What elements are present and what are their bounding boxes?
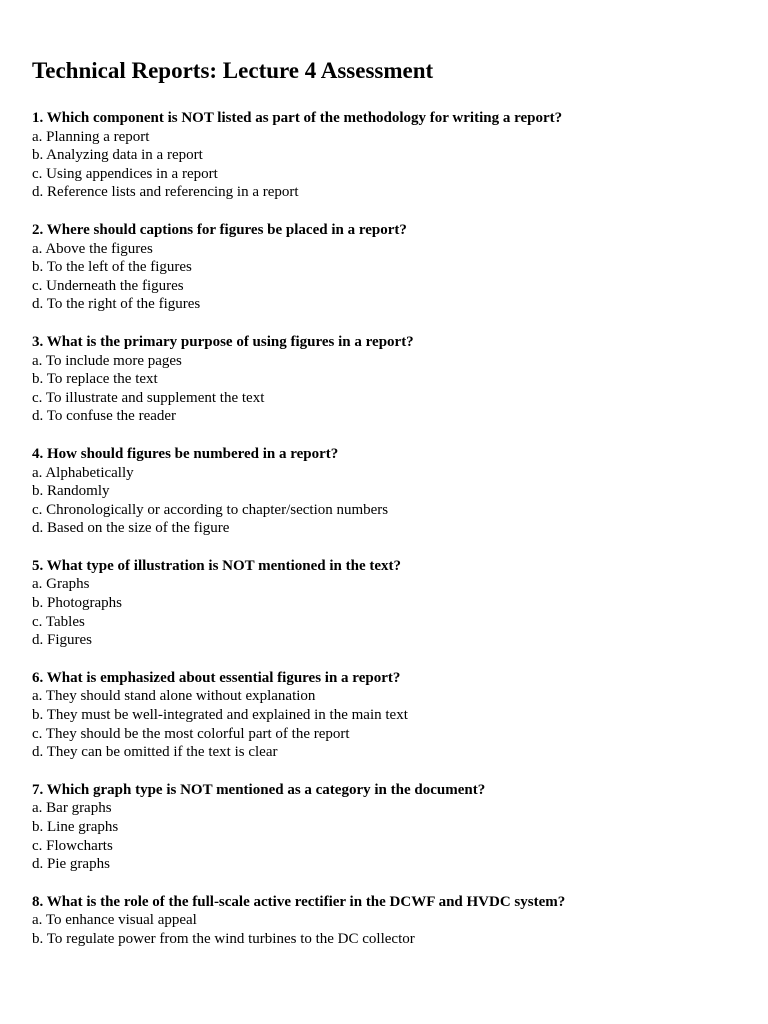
answer-option: b. To replace the text bbox=[32, 371, 158, 388]
answer-option: d. Figures bbox=[32, 632, 92, 649]
answer-option: c. Using appendices in a report bbox=[32, 165, 218, 182]
answer-option: a. Bar graphs bbox=[32, 800, 112, 817]
answer-option: d. Pie graphs bbox=[32, 856, 110, 873]
answer-option: c. They should be the most colorful part of the report bbox=[32, 725, 350, 742]
question-block bbox=[32, 893, 744, 949]
question-text: 4. How should figures be numbered in a report? bbox=[32, 445, 339, 462]
answer-option: d. Based on the size of the figure bbox=[32, 520, 230, 537]
answer-option: a. Alphabetically bbox=[32, 464, 134, 481]
question-text: 5. What type of illustration is NOT mentioned in the text? bbox=[32, 557, 402, 574]
question-block bbox=[32, 333, 744, 426]
document-title: Technical Reports: Lecture 4 Assessment bbox=[32, 58, 434, 83]
answer-option: a. They should stand alone without explanation bbox=[32, 688, 316, 705]
answer-option: d. To the right of the figures bbox=[32, 296, 201, 313]
answer-option: a. Planning a report bbox=[32, 128, 150, 145]
question-block bbox=[32, 445, 744, 538]
answer-option: b. They must be well-integrated and explained in the main text bbox=[32, 707, 408, 724]
answer-option: b. Line graphs bbox=[32, 819, 119, 835]
answer-option: c. Underneath the figures bbox=[32, 277, 184, 294]
answer-option: c. Tables bbox=[32, 613, 85, 630]
answer-option: b. Randomly bbox=[32, 483, 110, 500]
answer-option: b. Photographs bbox=[32, 595, 122, 612]
answer-option: c. Chronologically or according to chapter/section numbers bbox=[32, 501, 389, 518]
question-text: 3. What is the primary purpose of using figures in a report? bbox=[32, 333, 414, 350]
question-list bbox=[32, 109, 744, 949]
question-text: 7. Which graph type is NOT mentioned as a category in the document? bbox=[32, 781, 486, 798]
answer-option: c. Flowcharts bbox=[32, 837, 113, 854]
answer-option: b. Analyzing data in a report bbox=[32, 147, 203, 164]
answer-option: d. They can be omitted if the text is clear bbox=[32, 744, 278, 761]
answer-option: b. To the left of the figures bbox=[32, 259, 192, 276]
answer-option: a. Above the figures bbox=[32, 240, 153, 257]
question-text: 6. What is emphasized about essential figures in a report? bbox=[32, 669, 401, 686]
question-text: 8. What is the role of the full-scale active rectifier in the DCWF and HVDC system? bbox=[32, 893, 566, 910]
answer-option: c. To illustrate and supplement the text bbox=[32, 389, 265, 406]
question-block bbox=[32, 669, 744, 762]
answer-option: b. To regulate power from the wind turbines to the DC collector bbox=[32, 930, 415, 947]
answer-option: a. To include more pages bbox=[32, 352, 182, 369]
question-block bbox=[32, 221, 744, 314]
answer-option: a. Graphs bbox=[32, 576, 90, 593]
document-page bbox=[32, 55, 744, 968]
answer-option: a. To enhance visual appeal bbox=[32, 912, 197, 929]
question-text: 1. Which component is NOT listed as part of the methodology for writing a report? bbox=[32, 110, 563, 126]
question-block bbox=[32, 109, 744, 202]
question-block bbox=[32, 557, 744, 650]
question-text: 2. Where should captions for figures be placed in a report? bbox=[32, 221, 407, 238]
answer-option: d. Reference lists and referencing in a report bbox=[32, 184, 299, 201]
answer-option: d. To confuse the reader bbox=[32, 408, 177, 425]
question-block bbox=[32, 781, 744, 874]
